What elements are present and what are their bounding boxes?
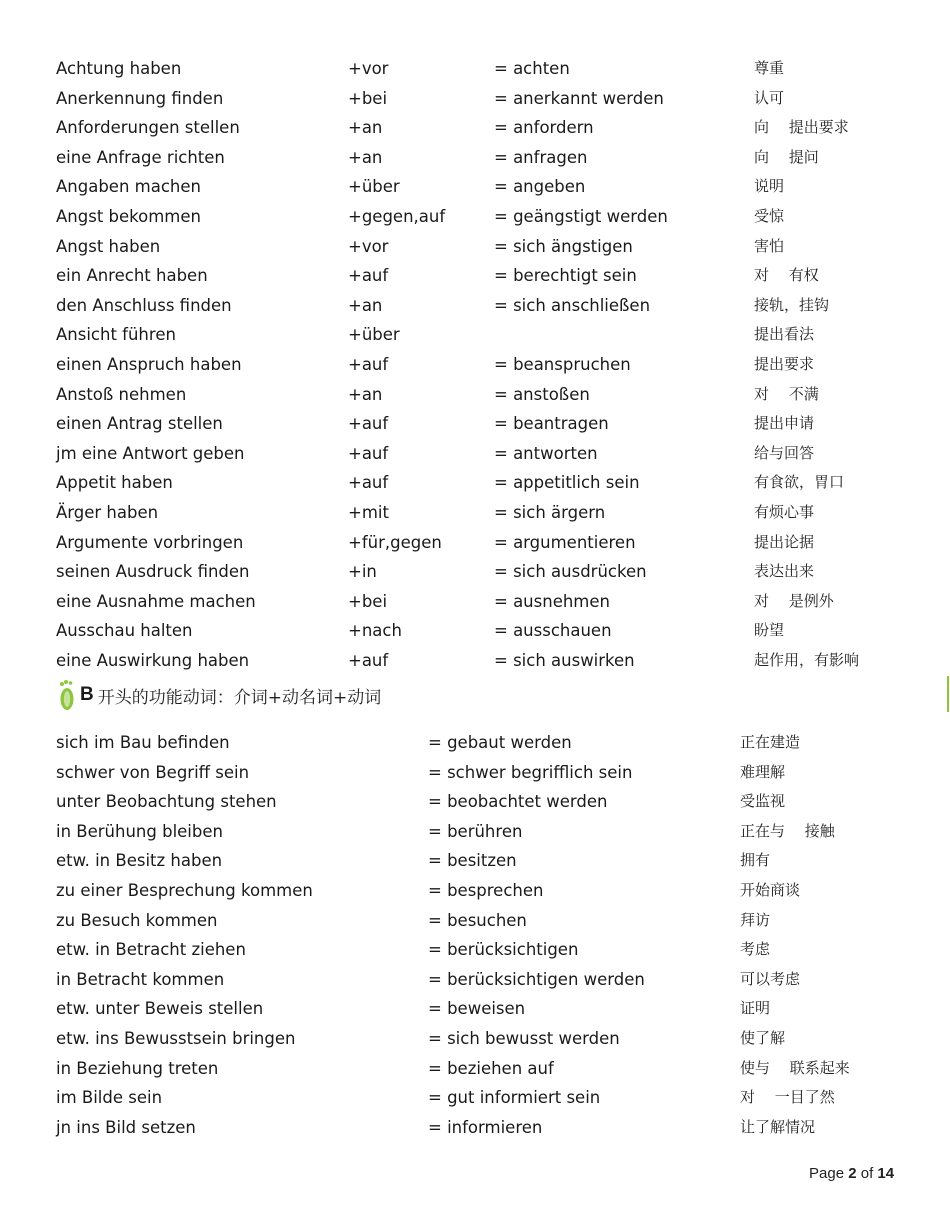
margin-marker bbox=[947, 676, 949, 712]
phrase-cell: jm eine Antwort geben bbox=[56, 443, 245, 463]
chinese-cell: 提出申请 bbox=[754, 414, 815, 433]
equivalent-cell: = beantragen bbox=[494, 414, 609, 434]
chinese-cell: 有烦心事 bbox=[754, 502, 815, 521]
chinese-cell: 向 提问 bbox=[754, 147, 819, 166]
phrase-cell: eine Anfrage richten bbox=[56, 147, 225, 167]
equivalent-cell: = beanspruchen bbox=[494, 354, 631, 374]
preposition-cell: +über bbox=[348, 177, 400, 197]
equivalent-cell: = sich anschließen bbox=[494, 295, 651, 315]
preposition-cell: +auf bbox=[348, 443, 389, 463]
chinese-cell: 难理解 bbox=[740, 762, 786, 781]
chinese-cell: 尊重 bbox=[754, 59, 785, 77]
chinese-cell: 起作用，有影响 bbox=[754, 650, 860, 669]
chinese-cell: 向 提出要求 bbox=[754, 118, 849, 137]
preposition-cell: +für,gegen bbox=[348, 532, 442, 552]
chinese-cell: 使与 联系起来 bbox=[740, 1058, 850, 1077]
preposition-cell: +an bbox=[348, 295, 383, 315]
phrase-cell: in Beziehung treten bbox=[56, 1058, 219, 1078]
chinese-cell: 正在与 接触 bbox=[740, 821, 835, 840]
phrase-cell: zu einer Besprechung kommen bbox=[56, 880, 313, 900]
page-word: Page bbox=[809, 1165, 845, 1182]
preposition-cell: +gegen,auf bbox=[348, 206, 446, 226]
phrase-cell: in Betracht kommen bbox=[56, 969, 225, 989]
phrase-cell: Ausschau halten bbox=[56, 621, 193, 641]
equivalent-cell: = besitzen bbox=[428, 851, 517, 871]
chinese-cell: 提出论据 bbox=[754, 532, 815, 551]
chinese-cell: 让了解情况 bbox=[740, 1117, 816, 1136]
phrase-cell: etw. unter Beweis stellen bbox=[56, 999, 264, 1019]
equivalent-cell: = sich ängstigen bbox=[494, 236, 633, 256]
phrase-cell: den Anschluss finden bbox=[56, 295, 232, 315]
equivalent-cell: = schwer begrifflich sein bbox=[428, 762, 633, 782]
equivalent-cell: = sich auswirken bbox=[494, 650, 635, 670]
preposition-cell: +auf bbox=[348, 266, 389, 286]
preposition-cell: +bei bbox=[348, 88, 388, 108]
phrase-cell: Argumente vorbringen bbox=[56, 532, 244, 552]
preposition-cell: +über bbox=[348, 325, 400, 345]
preposition-cell: +in bbox=[348, 562, 377, 582]
chinese-cell: 提出要求 bbox=[754, 354, 815, 373]
equivalent-cell: = berücksichtigen werden bbox=[428, 969, 645, 989]
phrase-cell: Angaben machen bbox=[56, 177, 201, 197]
phrase-cell: seinen Ausdruck finden bbox=[56, 562, 250, 582]
phrase-cell: ein Anrecht haben bbox=[56, 266, 208, 286]
of-word: of bbox=[860, 1165, 874, 1182]
chinese-cell: 认可 bbox=[754, 88, 785, 107]
chinese-cell: 受监视 bbox=[740, 792, 786, 811]
chinese-cell: 对 有权 bbox=[754, 266, 819, 285]
phrase-cell: Anerkennung finden bbox=[56, 88, 224, 108]
section-letter: B bbox=[80, 684, 94, 705]
chinese-cell: 拥有 bbox=[740, 851, 771, 870]
chinese-cell: 证明 bbox=[740, 999, 771, 1018]
chinese-cell: 盼望 bbox=[754, 621, 785, 640]
chinese-cell: 对 一目了然 bbox=[740, 1088, 835, 1107]
chinese-cell: 害怕 bbox=[754, 236, 785, 255]
phrase-cell: etw. in Besitz haben bbox=[56, 851, 223, 871]
equivalent-cell: = beweisen bbox=[428, 999, 526, 1019]
equivalent-cell: = sich bewusst werden bbox=[428, 1028, 620, 1048]
preposition-cell: +nach bbox=[348, 621, 402, 641]
phrase-cell: etw. ins Bewusstsein bringen bbox=[56, 1028, 296, 1048]
total-pages: 14 bbox=[877, 1165, 895, 1182]
phrase-cell: Anstoß nehmen bbox=[56, 384, 187, 404]
equivalent-cell: = gut informiert sein bbox=[428, 1088, 601, 1108]
phrase-cell: im Bilde sein bbox=[56, 1088, 163, 1108]
equivalent-cell: = angeben bbox=[494, 177, 586, 197]
preposition-cell: +auf bbox=[348, 650, 389, 670]
equivalent-cell: = berühren bbox=[428, 821, 523, 841]
preposition-cell: +auf bbox=[348, 414, 389, 434]
equivalent-cell: = achten bbox=[494, 59, 570, 78]
equivalent-cell: = sich ausdrücken bbox=[494, 562, 647, 582]
equivalent-cell: = informieren bbox=[428, 1117, 543, 1137]
preposition-cell: +an bbox=[348, 147, 383, 167]
chinese-cell: 给与回答 bbox=[754, 443, 815, 462]
phrase-cell: Ärger haben bbox=[56, 502, 159, 522]
phrase-cell: jn ins Bild setzen bbox=[56, 1117, 196, 1137]
chinese-cell: 受惊 bbox=[754, 206, 785, 225]
phrase-cell: Appetit haben bbox=[56, 473, 173, 493]
equivalent-cell: = ausschauen bbox=[494, 621, 612, 641]
equivalent-cell: = ausnehmen bbox=[494, 591, 610, 611]
phrase-cell: Angst bekommen bbox=[56, 206, 201, 226]
preposition-cell: +an bbox=[348, 118, 383, 138]
equivalent-cell: = anfordern bbox=[494, 118, 594, 138]
equivalent-cell: = appetitlich sein bbox=[494, 473, 640, 493]
equivalent-cell: = besuchen bbox=[428, 910, 527, 930]
equivalent-cell: = gebaut werden bbox=[428, 733, 572, 752]
chinese-cell: 对 是例外 bbox=[754, 591, 834, 610]
section-b-heading bbox=[58, 676, 381, 714]
phrase-cell: eine Auswirkung haben bbox=[56, 650, 250, 670]
page-footer bbox=[809, 1165, 894, 1182]
equivalent-cell: = beobachtet werden bbox=[428, 792, 608, 812]
chinese-cell: 拜访 bbox=[740, 910, 771, 929]
phrase-cell: zu Besuch kommen bbox=[56, 910, 218, 930]
equivalent-cell: = anerkannt werden bbox=[494, 88, 664, 108]
chinese-cell: 说明 bbox=[754, 177, 785, 196]
preposition-cell: +vor bbox=[348, 236, 389, 256]
preposition-cell: +vor bbox=[348, 59, 389, 78]
section-title: 开头的功能动词：介词+动名词+动词 bbox=[97, 687, 382, 708]
equivalent-cell: = berechtigt sein bbox=[494, 266, 637, 286]
preposition-cell: +auf bbox=[348, 473, 389, 493]
chinese-cell: 表达出来 bbox=[754, 562, 815, 581]
phrase-cell: Ansicht führen bbox=[56, 325, 176, 345]
equivalent-cell: = besprechen bbox=[428, 880, 544, 900]
phrase-cell: etw. in Betracht ziehen bbox=[56, 940, 246, 960]
equivalent-cell: = antworten bbox=[494, 443, 598, 463]
preposition-cell: +an bbox=[348, 384, 383, 404]
phrase-cell: Angst haben bbox=[56, 236, 161, 256]
chinese-cell: 提出看法 bbox=[754, 325, 815, 344]
chinese-cell: 开始商谈 bbox=[740, 880, 801, 899]
phrase-cell: einen Anspruch haben bbox=[56, 354, 242, 374]
phrase-cell: eine Ausnahme machen bbox=[56, 591, 256, 611]
page-number: 2 bbox=[848, 1165, 857, 1182]
phrase-cell: sich im Bau befinden bbox=[56, 733, 230, 752]
preposition-cell: +bei bbox=[348, 591, 388, 611]
equivalent-cell: = sich ärgern bbox=[494, 502, 606, 522]
chinese-cell: 有食欲，胃口 bbox=[754, 473, 845, 492]
chinese-cell: 使了解 bbox=[740, 1028, 786, 1047]
chinese-cell: 考虑 bbox=[740, 940, 771, 959]
chinese-cell: 对 不满 bbox=[754, 384, 819, 403]
chinese-cell: 可以考虑 bbox=[740, 969, 801, 988]
equivalent-cell: = anstoßen bbox=[494, 384, 590, 404]
phrase-cell: schwer von Begriff sein bbox=[56, 762, 250, 782]
equivalent-cell: = berücksichtigen bbox=[428, 940, 579, 960]
chinese-cell: 接轨，挂钩 bbox=[754, 295, 830, 314]
chinese-cell: 正在建造 bbox=[740, 733, 801, 751]
preposition-cell: +auf bbox=[348, 354, 389, 374]
preposition-cell: +mit bbox=[348, 502, 389, 522]
phrase-cell: einen Antrag stellen bbox=[56, 414, 223, 434]
phrase-cell: Anforderungen stellen bbox=[56, 118, 240, 138]
equivalent-cell: = beziehen auf bbox=[428, 1058, 554, 1078]
phrase-cell: in Berühung bleiben bbox=[56, 821, 223, 841]
phrase-cell: Achtung haben bbox=[56, 59, 182, 78]
equivalent-cell: = geängstigt werden bbox=[494, 206, 668, 226]
phrase-cell: unter Beobachtung stehen bbox=[56, 792, 277, 812]
equivalent-cell: = argumentieren bbox=[494, 532, 636, 552]
footprint-icon bbox=[58, 678, 76, 712]
equivalent-cell: = anfragen bbox=[494, 147, 588, 167]
